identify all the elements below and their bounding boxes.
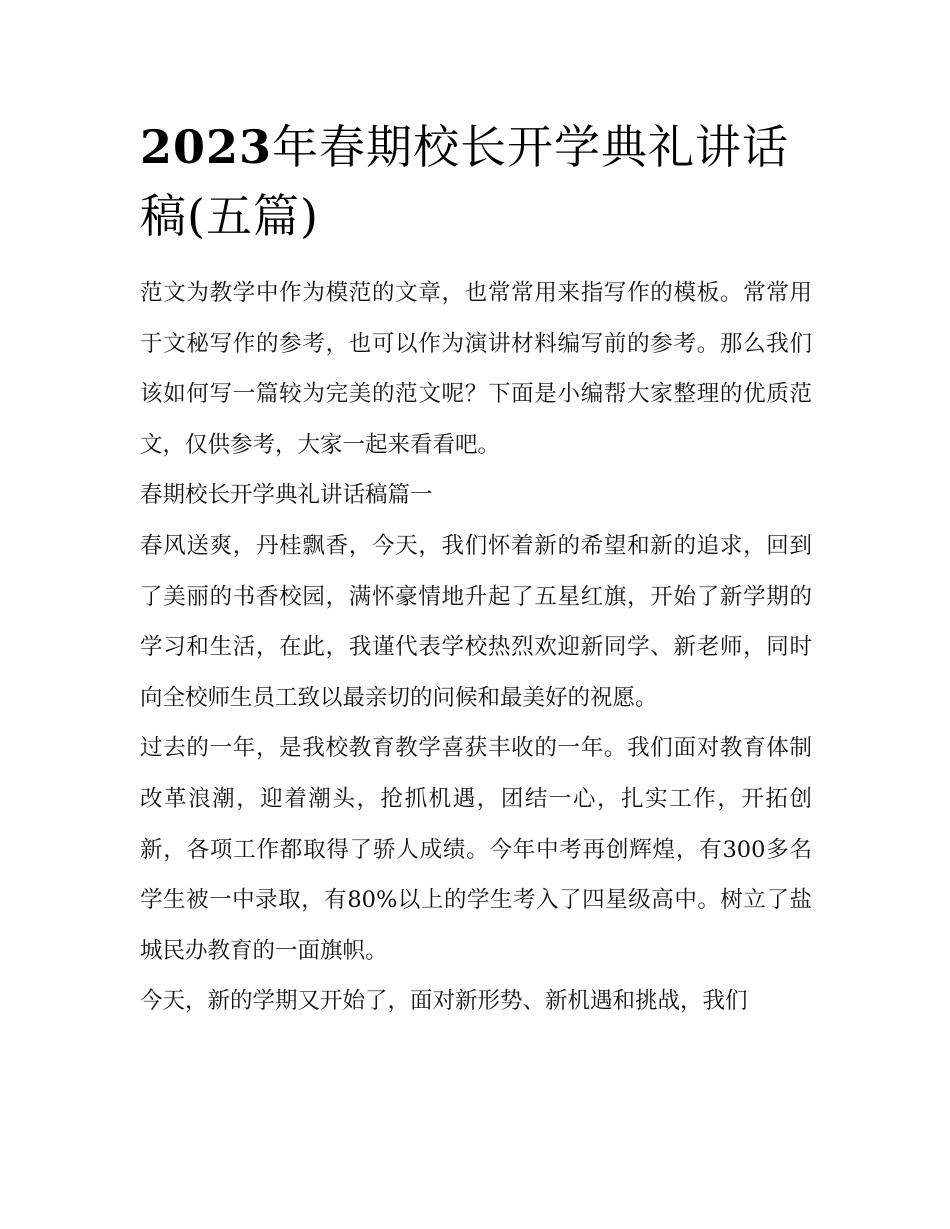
body-paragraph: 过去的一年，是我校教育教学喜获丰收的一年。我们面对教育体制改革浪潮，迎着潮头，抢抓机遇，团结一心，扎实工作，开拓创新，各项工作都取得了骄人成绩。今年中考再创辉煌，有300多名学生被一中录取，有80%以上的学生考入了四星级高中。树立了盐城民办教育的一面旗帜。 <box>140 735 812 964</box>
document-body <box>140 268 812 1027</box>
document-title <box>140 113 812 251</box>
body-paragraph: 今天，新的学期又开始了，面对新形势、新机遇和挑战，我们 <box>140 988 748 1015</box>
title-year: 2023 <box>140 120 273 174</box>
intro-paragraph: 范文为教学中作为模范的文章，也常常用来指写作的模板。常常用于文秘写作的参考，也可以作为演讲材料编写前的参考。那么我们该如何写一篇较为完美的范文呢？下面是小编帮大家整理的优质范文，仅供参考，大家一起来看看吧。 <box>140 280 812 458</box>
section-heading: 春期校长开学典礼讲话稿篇一 <box>140 482 433 509</box>
body-paragraph: 春风送爽，丹桂飘香，今天，我们怀着新的希望和新的追求，回到了美丽的书香校园，满怀豪情地升起了五星红旗，开始了新学期的学习和生活，在此，我谨代表学校热烈欢迎新同学、新老师，同时向全校师生员工致以最亲切的问候和最美好的祝愿。 <box>140 532 812 711</box>
title-text: 年春期校长开学典礼讲话稿(五篇) <box>140 120 790 243</box>
document-content <box>140 113 812 1027</box>
